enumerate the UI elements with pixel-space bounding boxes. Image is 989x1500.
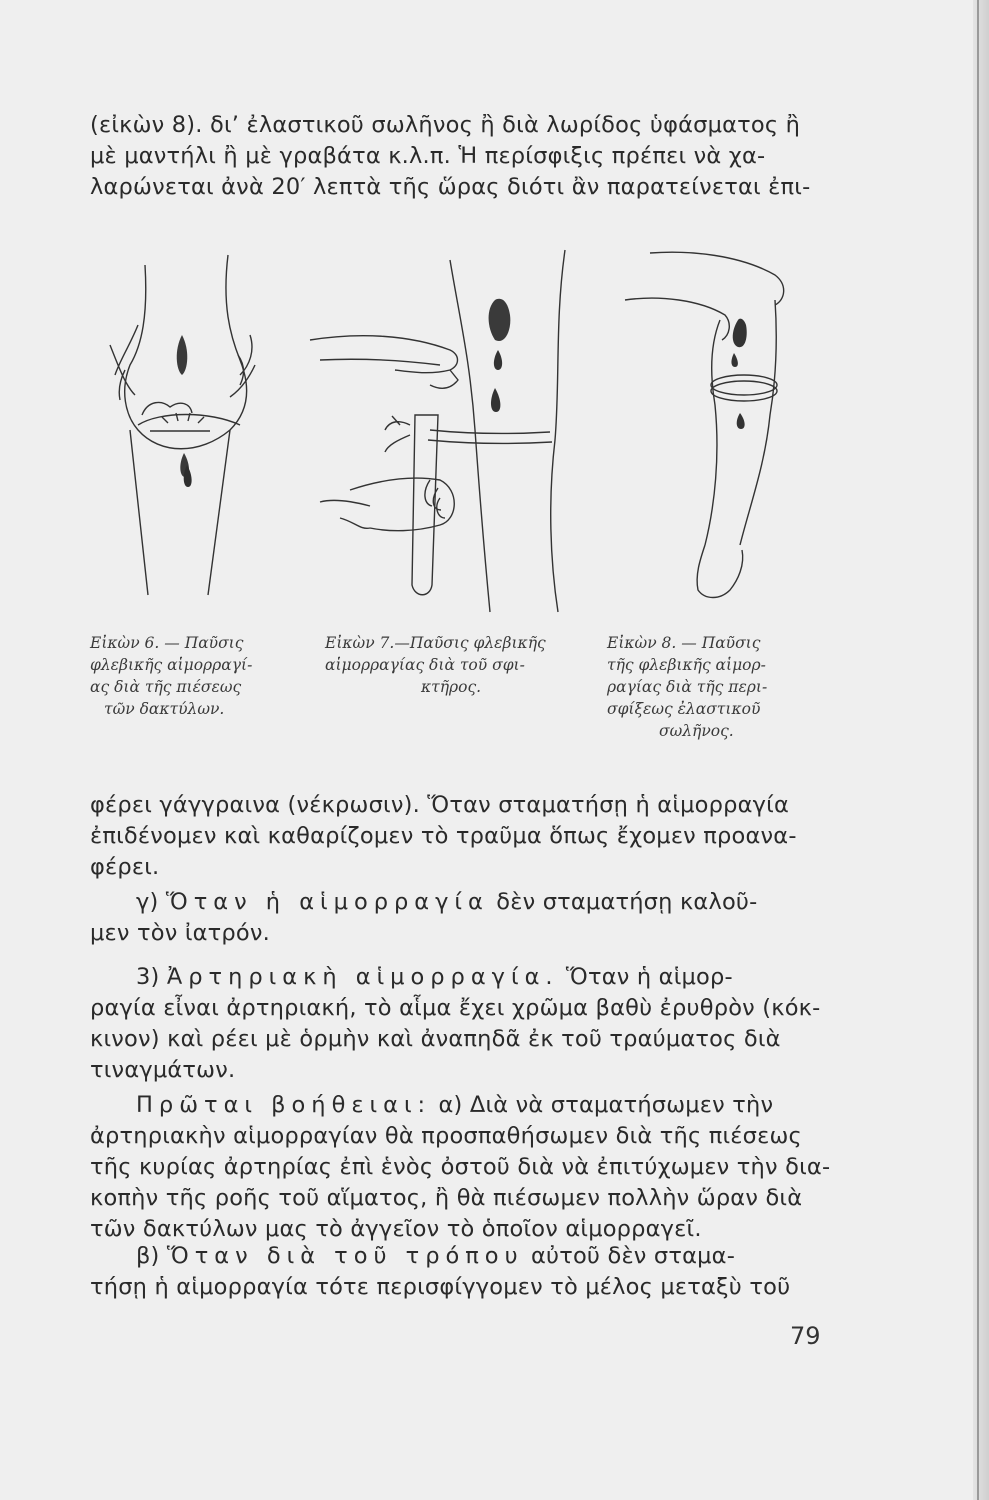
caption-line: Εἰκὼν 8. — Παῦσις [607,634,761,652]
paragraph-tourniquet [90,1241,822,1303]
caption-line: τῆς φλεβικῆς αἱμορ- [607,656,766,674]
figure-7-caption [325,632,546,698]
text-line: τῶν δακτύλων μας τὸ ἀγγεῖον τὸ ὁποῖον αἱμορραγεῖ. [90,1216,702,1242]
text-line: φέρει. [90,854,160,880]
figure-8-illustration [610,245,820,605]
text-line: τήσῃ ἡ αἱμορραγία τότε περισφίγγομεν τὸ μέλος μεταξὺ τοῦ [90,1274,791,1300]
text-line: ἐπιδένομεν καὶ καθαρίζομεν τὸ τραῦμα ὅπως ἔχομεν προανα- [90,823,797,849]
text-span: α) Διὰ νὰ σταματήσωμεν τὴν [431,1092,774,1118]
figure-7-illustration [300,240,600,615]
text-line: τῆς κυρίας ἀρτηρίας ἐπὶ ἑνὸς ὀστοῦ διὰ νὰ ἐπιτύχωμεν τὴν δια- [90,1154,831,1180]
text-line [90,962,822,993]
spaced-heading: Ἀρτηριακὴ αἱμορραγία. [166,964,559,990]
text-line: φέρει γάγγραινα (νέκρωσιν). Ὅταν σταματήσῃ ἡ αἱμορραγία [90,792,789,818]
text-line: λαρώνεται ἀνὰ 20′ λεπτὰ τῆς ὥρας διότι ἂν παρατείνεται ἐπι- [90,174,811,200]
top-paragraph [90,110,822,203]
caption-line: τῶν δακτύλων. [104,700,225,718]
figure-8-caption [607,632,767,742]
paragraph-gangrene [90,790,822,883]
text-span: αὐτοῦ δὲν σταμα- [523,1243,736,1269]
item-label: γ) [136,889,166,915]
caption-line: Εἰκὼν 7.—Παῦσις φλεβικῆς [325,634,546,652]
paragraph-first-aid [90,1090,831,1245]
text-line: μεν τὸν ἰατρόν. [90,920,270,946]
spaced-heading: Ὅταν διὰ τοῦ τρόπου [166,1243,524,1269]
text-line [90,887,822,918]
caption-line: σφίξεως ἐλαστικοῦ [607,700,761,718]
caption-line: αἱμορραγίας διὰ τοῦ σφι- [325,656,525,674]
figure-6-caption [90,632,252,720]
text-line: τιναγμάτων. [90,1057,236,1083]
text-line: ἀρτηριακὴν αἱμορραγίαν θὰ προσπαθήσωμεν διὰ τῆς πιέσεως [90,1123,802,1149]
text-line: ραγία εἶναι ἀρτηριακή, τὸ αἷμα ἔχει χρῶμα βαθὺ ἐρυθρὸν (κόκ- [90,995,821,1021]
page-number: 79 [790,1322,821,1350]
caption-line: Εἰκὼν 6. — Παῦσις [90,634,244,652]
spaced-heading: Πρῶται βοήθειαι: [136,1092,432,1118]
figure-6-illustration [90,225,290,615]
page-edge-shadow [973,0,989,1500]
spaced-heading: Ὅταν ἡ αἱμορραγία [165,889,489,915]
caption-line: σωλῆνος. [659,722,734,740]
paragraph-arterial-hemorrhage [90,962,822,1086]
item-label: 3) [136,964,167,990]
caption-line: κτῆρος. [421,678,482,696]
text-line: (εἰκὼν 8). δι’ ἐλαστικοῦ σωλῆνος ἢ διὰ λωρίδος ὑφάσματος ἢ [90,112,801,138]
caption-line: φλεβικῆς αἱμορραγί- [90,656,253,674]
caption-line: ας διὰ τῆς πιέσεως [90,678,242,696]
item-label: β) [136,1243,167,1269]
text-span: Ὅταν ἡ αἱμορ- [558,964,733,990]
text-line [90,1241,822,1272]
text-line: κοπὴν τῆς ροῆς τοῦ αἵματος, ἢ θὰ πιέσωμεν πολλὴν ὥραν διὰ [90,1185,803,1211]
paragraph-call-doctor [90,887,822,949]
text-line [90,1090,822,1121]
text-line: μὲ μαντήλι ἢ μὲ γραβάτα κ.λ.π. Ἡ περίσφιξις πρέπει νὰ χα- [90,143,766,169]
figures-row [90,225,830,625]
caption-line: ραγίας διὰ τῆς περι- [607,678,768,696]
text-span: δὲν σταματήσῃ καλοῦ- [488,889,758,915]
text-line: κινον) καὶ ρέει μὲ ὁρμὴν καὶ ἀναπηδᾶ ἐκ τοῦ τραύματος διὰ [90,1026,781,1052]
